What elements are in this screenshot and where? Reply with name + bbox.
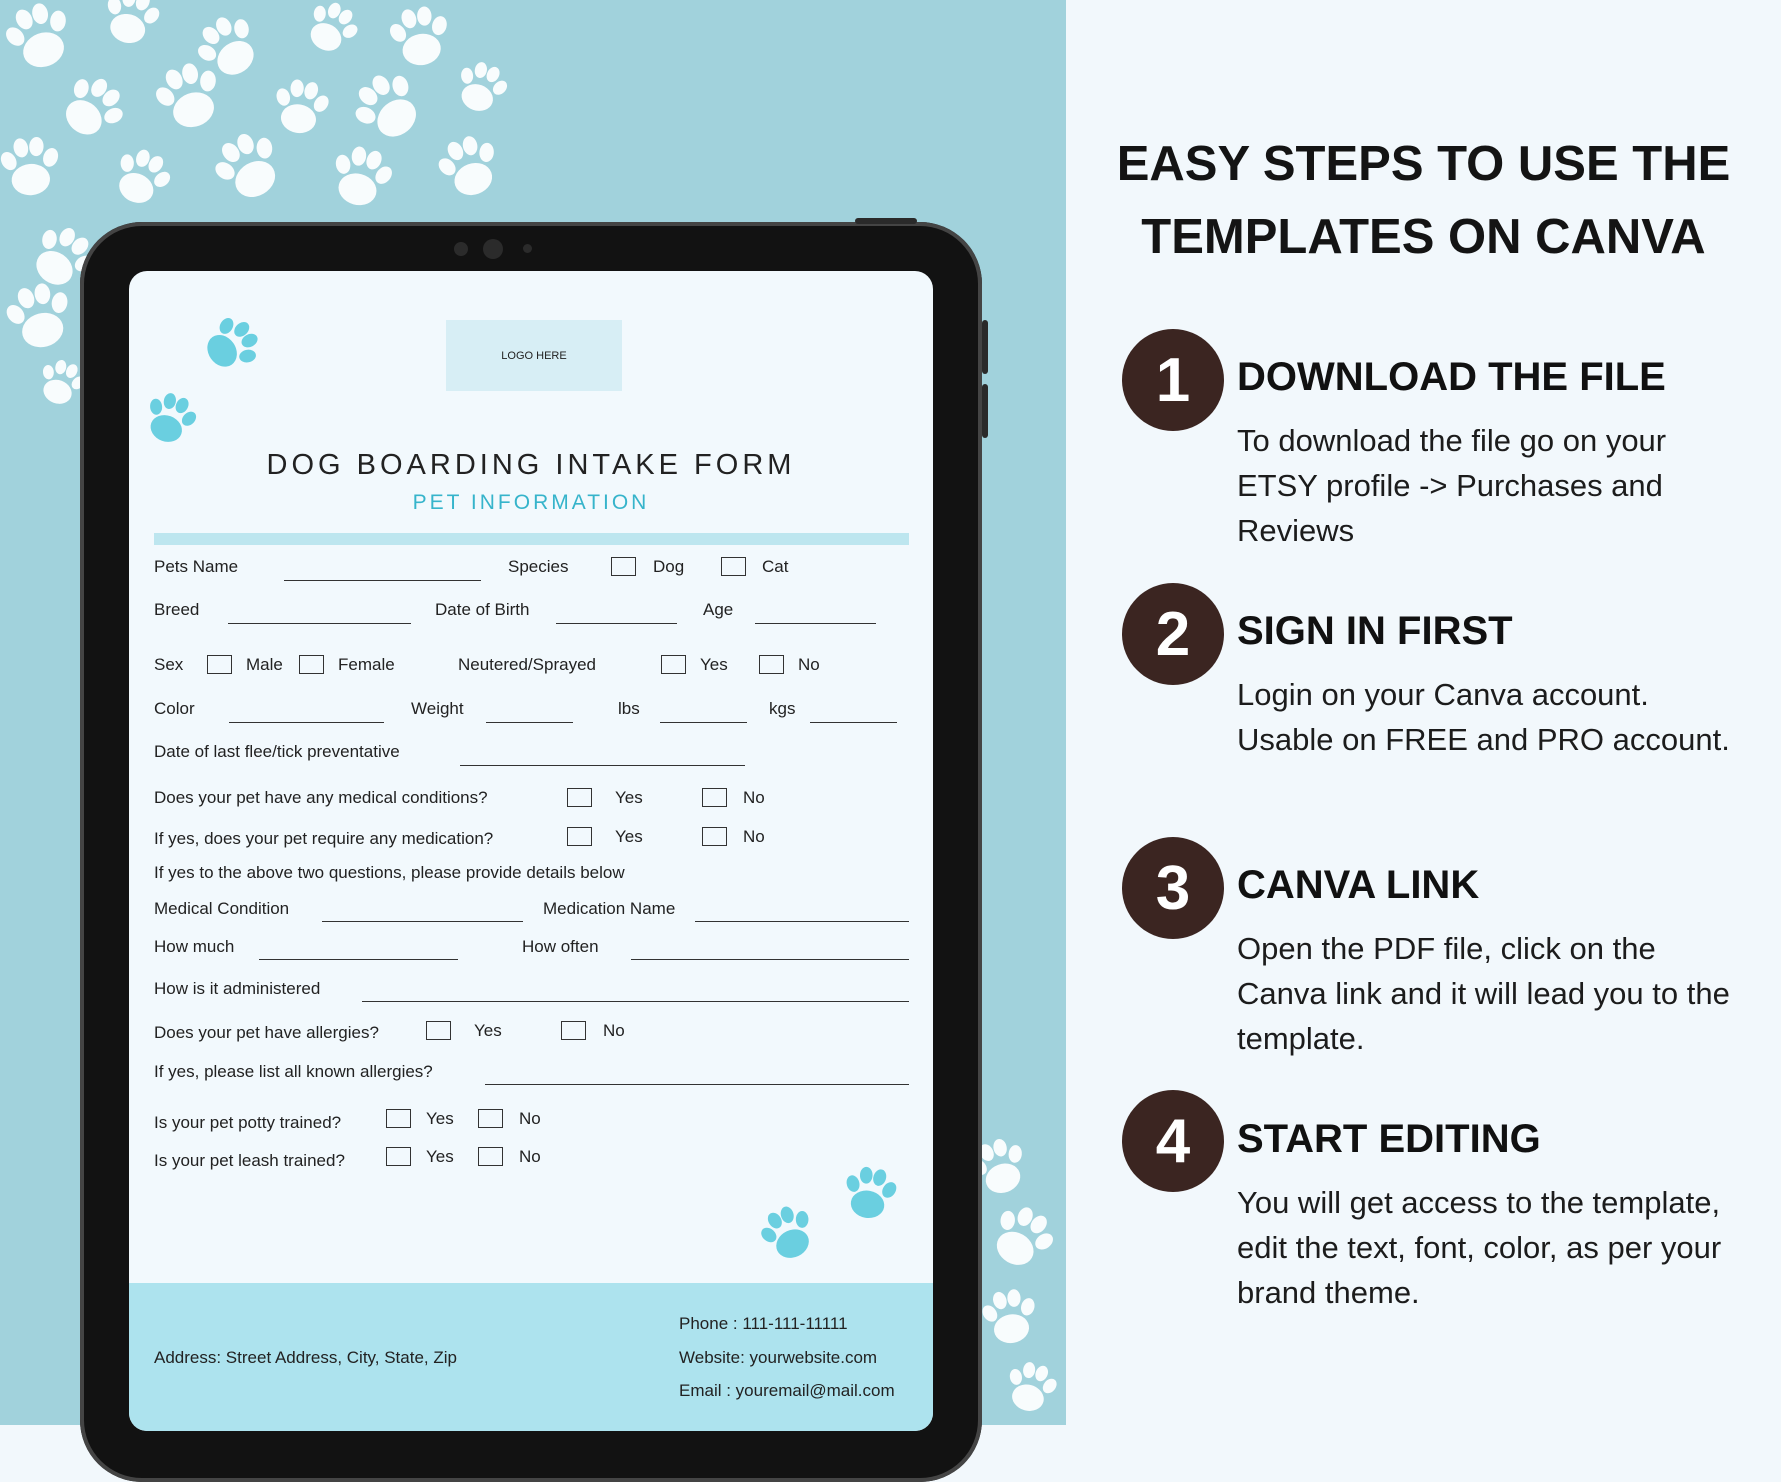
medication-no-checkbox[interactable] — [702, 827, 727, 846]
footer-email[interactable]: Email : youremail@mail.com — [679, 1381, 895, 1400]
tablet-volume-down — [982, 384, 988, 438]
logo-text: LOGO HERE — [501, 349, 567, 362]
species-label: Species — [508, 557, 569, 576]
how-much-field[interactable] — [259, 959, 458, 960]
male-label: Male — [246, 655, 283, 674]
medical-yes-checkbox[interactable] — [567, 788, 592, 807]
heading-line-1: EASY STEPS TO USE THE — [1116, 137, 1731, 191]
female-label: Female — [338, 655, 395, 674]
tablet-mockup — [80, 222, 982, 1482]
how-often-label: How often — [522, 937, 599, 956]
allergies-label: Does your pet have allergies? — [154, 1023, 379, 1042]
step-1-text: To download the file go on your ETSY profile -> Purchases and Reviews — [1237, 423, 1667, 548]
medication-yes-label: Yes — [615, 827, 643, 846]
how-much-label: How much — [154, 937, 235, 956]
how-often-field[interactable] — [631, 959, 909, 960]
female-checkbox[interactable] — [299, 655, 324, 674]
dog-label: Dog — [653, 557, 685, 576]
neutered-yes-label: Yes — [700, 655, 728, 674]
tablet-camera — [483, 239, 503, 259]
age-field[interactable] — [755, 623, 876, 624]
lbs-label: lbs — [618, 699, 640, 718]
neutered-no-label: No — [798, 655, 820, 674]
sex-label: Sex — [154, 655, 184, 674]
form-footer — [129, 1283, 933, 1431]
pets-name-label: Pets Name — [154, 557, 239, 576]
color-label: Color — [154, 699, 195, 718]
potty-yes-checkbox[interactable] — [386, 1109, 411, 1128]
weight-field[interactable] — [486, 722, 573, 723]
weight-label: Weight — [411, 699, 464, 718]
administered-label: How is it administered — [154, 979, 321, 998]
medical-no-checkbox[interactable] — [702, 788, 727, 807]
allergies-no-checkbox[interactable] — [561, 1021, 586, 1040]
tablet-light-sensor — [523, 244, 532, 253]
logo-placeholder[interactable] — [446, 320, 622, 391]
leash-yes-label: Yes — [426, 1147, 454, 1166]
paw-decoration-top — [129, 301, 279, 451]
form-page — [129, 271, 933, 1431]
age-label: Age — [703, 600, 734, 619]
footer-phone: Phone : 111-111-11111 — [679, 1314, 848, 1333]
step-2-title: SIGN IN FIRST — [1237, 609, 1513, 653]
step-2-number: 2 — [1122, 583, 1224, 685]
allergies-yes-label: Yes — [474, 1021, 502, 1040]
title-divider — [154, 533, 909, 545]
cat-checkbox[interactable] — [721, 557, 746, 576]
leash-no-checkbox[interactable] — [478, 1147, 503, 1166]
breed-field[interactable] — [228, 623, 411, 624]
allergies-yes-checkbox[interactable] — [426, 1021, 451, 1040]
footer-website[interactable]: Website: yourwebsite.com — [679, 1348, 878, 1367]
pets-name-field[interactable] — [284, 580, 481, 581]
step-4-text: You will get access to the template, edit the text, font, color, as per your brand theme. — [1237, 1185, 1722, 1310]
medical-condition-label: Medical Condition — [154, 899, 290, 918]
list-allergies-label: If yes, please list all known allergies? — [154, 1062, 433, 1081]
step-3-text: Open the PDF file, click on the Canva link and it will lead you to the template. — [1237, 931, 1730, 1056]
list-allergies-field[interactable] — [485, 1084, 909, 1085]
step-2-text: Login on your Canva account. Usable on FREE and PRO account. — [1237, 677, 1730, 757]
color-field[interactable] — [229, 722, 384, 723]
neutered-no-checkbox[interactable] — [759, 655, 784, 674]
leash-yes-checkbox[interactable] — [386, 1147, 411, 1166]
male-checkbox[interactable] — [207, 655, 232, 674]
heading-line-2: TEMPLATES ON CANVA — [1141, 210, 1706, 264]
administered-field[interactable] — [362, 1001, 909, 1002]
potty-yes-label: Yes — [426, 1109, 454, 1128]
leash-no-label: No — [519, 1147, 541, 1166]
step-3-title: CANVA LINK — [1237, 863, 1480, 907]
potty-no-label: No — [519, 1109, 541, 1128]
date-of-birth-label: Date of Birth — [435, 600, 530, 619]
cat-label: Cat — [762, 557, 789, 576]
medication-name-label: Medication Name — [543, 899, 676, 918]
medication-no-label: No — [743, 827, 765, 846]
details-note: If yes to the above two questions, please provide details below — [154, 863, 625, 882]
allergies-no-label: No — [603, 1021, 625, 1040]
step-1-number: 1 — [1122, 329, 1224, 431]
instructions-heading — [1066, 128, 1781, 274]
medical-condition-field[interactable] — [322, 921, 523, 922]
medical-no-label: No — [743, 788, 765, 807]
form-subtitle: PET INFORMATION — [412, 491, 650, 514]
step-3-number: 3 — [1122, 837, 1224, 939]
date-of-birth-field[interactable] — [556, 623, 677, 624]
potty-label: Is your pet potty trained? — [154, 1113, 342, 1132]
neutered-yes-checkbox[interactable] — [661, 655, 686, 674]
leash-label: Is your pet leash trained? — [154, 1151, 345, 1170]
step-1-title: DOWNLOAD THE FILE — [1237, 355, 1666, 399]
dog-checkbox[interactable] — [611, 557, 636, 576]
potty-no-checkbox[interactable] — [478, 1109, 503, 1128]
step-4-number: 4 — [1122, 1090, 1224, 1192]
breed-label: Breed — [154, 600, 200, 619]
neutered-label: Neutered/Sprayed — [458, 655, 596, 674]
flea-label: Date of last flee/tick preventative — [154, 742, 400, 761]
tablet-volume-up — [982, 320, 988, 374]
paw-decoration-bottom — [749, 1151, 933, 1281]
lbs-field[interactable] — [660, 722, 747, 723]
kgs-label: kgs — [769, 699, 796, 718]
flea-field[interactable] — [460, 765, 745, 766]
medical-yes-label: Yes — [615, 788, 643, 807]
tablet-power-button — [855, 218, 917, 224]
form-title: DOG BOARDING INTAKE FORM — [266, 449, 796, 481]
medical-conditions-label: Does your pet have any medical conditions? — [154, 788, 488, 807]
footer-address: Address: Street Address, City, State, Zip — [154, 1348, 457, 1367]
medication-yes-checkbox[interactable] — [567, 827, 592, 846]
kgs-field[interactable] — [810, 722, 897, 723]
tablet-sensor — [454, 242, 468, 256]
step-4-title: START EDITING — [1237, 1117, 1541, 1161]
medication-label: If yes, does your pet require any medication? — [154, 829, 494, 848]
medication-name-field[interactable] — [695, 921, 909, 922]
